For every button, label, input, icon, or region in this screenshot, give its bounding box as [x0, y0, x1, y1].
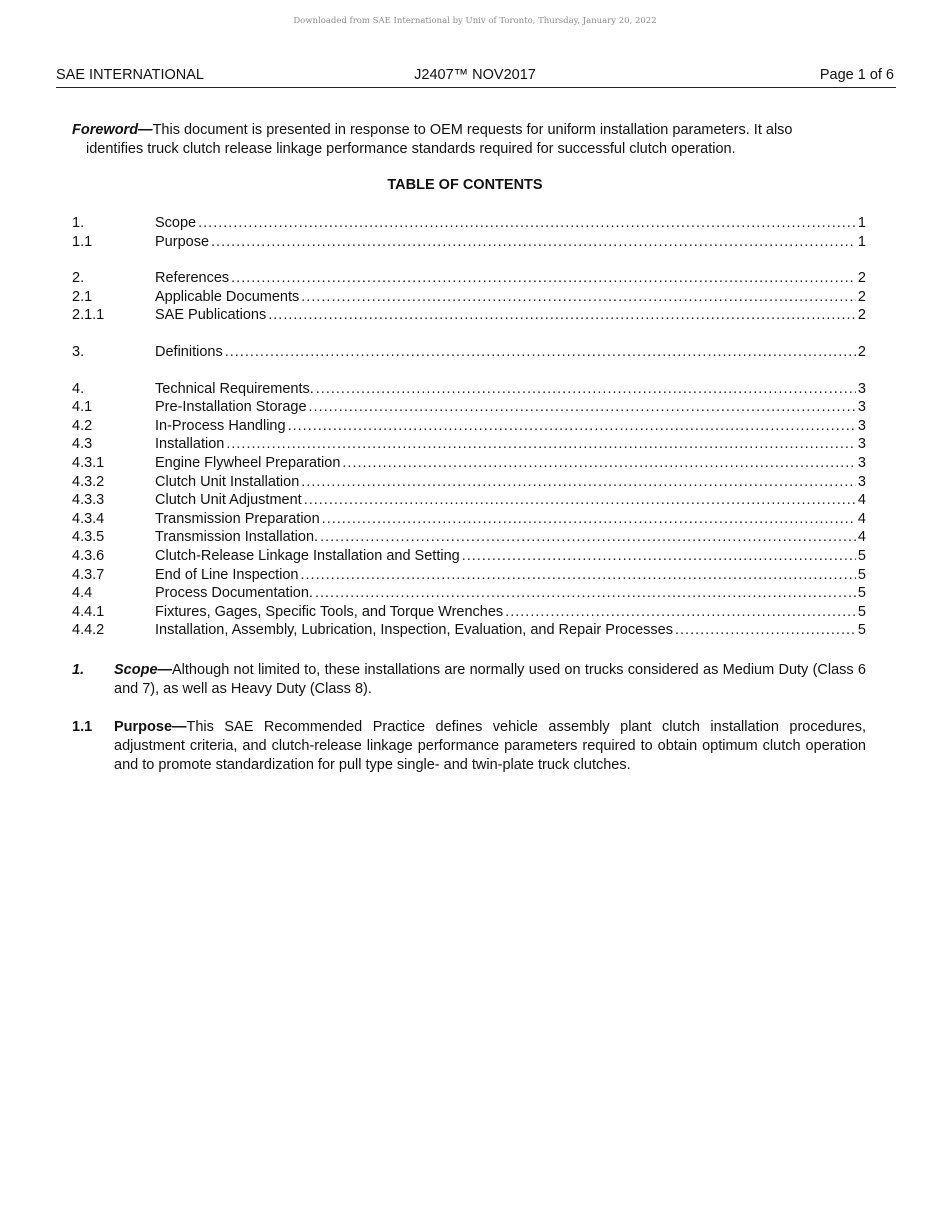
- toc-entry-number: 4.4: [72, 585, 93, 602]
- toc-entry[interactable]: [72, 343, 866, 362]
- section-number: 1.1: [72, 719, 93, 735]
- toc-entry-page: 4: [857, 492, 866, 509]
- toc-leader-dots: [301, 566, 856, 585]
- toc-entry-number: 2.1.1: [72, 307, 105, 324]
- toc-entry-label: Definitions: [155, 343, 223, 360]
- toc-entry[interactable]: [72, 306, 866, 325]
- toc-leader-dots: [225, 343, 856, 362]
- toc-entry-number: 4.3.6: [72, 547, 105, 564]
- toc-entry-page: 3: [857, 454, 866, 471]
- toc-entry-label: Fixtures, Gages, Specific Tools, and Torque Wrenches: [155, 603, 504, 620]
- toc-entry-number: 4.3.7: [72, 566, 105, 583]
- toc-leader-dots: [301, 473, 856, 492]
- toc-entry-number: 3.: [72, 343, 85, 360]
- toc-leader-dots: [342, 454, 856, 473]
- toc-entry-page: 1: [857, 233, 866, 250]
- toc-entry-number: 4.2: [72, 417, 93, 434]
- toc-entry-number: 2.: [72, 270, 85, 287]
- toc-entry-label: Installation: [155, 436, 225, 453]
- header-page-number: Page 1 of 6: [819, 67, 894, 83]
- toc-entry-page: 5: [857, 603, 866, 620]
- section-title: Scope—: [114, 662, 173, 678]
- toc-entry-label: Pre-Installation Storage: [155, 399, 307, 416]
- header-org: SAE INTERNATIONAL: [56, 67, 204, 83]
- toc-entry-page: 2: [857, 307, 866, 324]
- toc-entry-page: 5: [857, 547, 866, 564]
- toc-entry-label: Clutch Unit Adjustment: [155, 492, 302, 509]
- toc-entry-number: 4.1: [72, 399, 93, 416]
- toc-leader-dots: [301, 288, 856, 307]
- foreword-label: Foreword—: [72, 122, 153, 138]
- toc-entry-page: 2: [857, 270, 866, 287]
- toc-entry-number: 1.: [72, 215, 85, 231]
- toc-entry-label: Clutch Unit Installation: [155, 473, 300, 490]
- toc-entry-number: 4.: [72, 380, 85, 397]
- toc-leader-dots: [320, 528, 856, 547]
- toc-entry-label: Transmission Installation.: [155, 529, 319, 546]
- toc-entry[interactable]: [72, 288, 866, 307]
- toc-entry-label: SAE Publications: [155, 307, 267, 324]
- toc-entry[interactable]: [72, 269, 866, 288]
- toc-entry-label: Transmission Preparation: [155, 510, 320, 527]
- toc-entry[interactable]: [72, 473, 866, 492]
- toc-entry-label: Applicable Documents: [155, 288, 300, 305]
- toc-entry[interactable]: [72, 417, 866, 436]
- section-number: 1.: [72, 662, 85, 678]
- toc-title: TABLE OF CONTENTS: [387, 177, 543, 193]
- toc-leader-dots: [675, 621, 856, 640]
- toc-entry-label: In-Process Handling: [155, 417, 286, 434]
- toc-entry-label: Technical Requirements.: [155, 380, 314, 397]
- toc-entry-page: 3: [857, 473, 866, 490]
- toc-entry[interactable]: [72, 214, 866, 233]
- section-purpose: [72, 718, 866, 775]
- section-title: Purpose—: [114, 719, 187, 735]
- toc-entry-number: 4.3.2: [72, 473, 105, 490]
- toc-entry[interactable]: [72, 398, 866, 417]
- toc-leader-dots: [505, 603, 856, 622]
- toc-entry-label: Process Documentation.: [155, 585, 313, 602]
- toc-leader-dots: [322, 510, 856, 529]
- download-watermark: Downloaded from SAE International by Univ of Toronto, Thursday, January 20, 2022: [293, 16, 657, 26]
- toc-leader-dots: [211, 233, 856, 252]
- toc-entry[interactable]: [72, 528, 866, 547]
- toc-entry-label: Clutch-Release Linkage Installation and Setting: [155, 547, 460, 564]
- toc-entry[interactable]: [72, 233, 866, 252]
- toc-entry[interactable]: [72, 547, 866, 566]
- toc-entry-page: 3: [857, 417, 866, 434]
- toc-entry-number: 4.4.1: [72, 603, 105, 620]
- toc-entry-page: 5: [857, 622, 866, 639]
- foreword-line-1: This document is presented in response to OEM requests for uniform installation parameters. It also: [152, 122, 793, 138]
- toc-entry-page: 5: [857, 585, 866, 602]
- toc-entry-page: 3: [857, 380, 866, 397]
- section-text: Although not limited to, these installations are normally used on trucks considered as Medium Duty (Class 6 and 7), as well as Heavy Duty (Class 8).: [114, 662, 866, 697]
- toc-entry[interactable]: [72, 566, 866, 585]
- toc-entry[interactable]: [72, 584, 866, 603]
- toc-entry-number: 4.3.3: [72, 492, 105, 509]
- toc-leader-dots: [268, 306, 856, 325]
- toc-entry[interactable]: [72, 380, 866, 399]
- toc-entry[interactable]: [72, 454, 866, 473]
- toc-entry-page: 4: [857, 510, 866, 527]
- header-doc-id: J2407™ NOV2017: [414, 67, 536, 83]
- toc-leader-dots: [304, 491, 856, 510]
- table-of-contents: [72, 214, 866, 640]
- toc-entry-number: 4.4.2: [72, 622, 105, 639]
- toc-entry[interactable]: [72, 510, 866, 529]
- toc-entry-label: References: [155, 270, 230, 287]
- toc-entry-label: Engine Flywheel Preparation: [155, 454, 341, 471]
- toc-leader-dots: [315, 584, 856, 603]
- toc-leader-dots: [198, 214, 856, 233]
- toc-entry-label: Purpose: [155, 233, 210, 250]
- foreword: [72, 121, 866, 159]
- toc-entry-page: 4: [857, 529, 866, 546]
- toc-entry[interactable]: [72, 603, 866, 622]
- toc-entry-label: Installation, Assembly, Lubrication, Inspection, Evaluation, and Repair Processes: [155, 622, 673, 639]
- section-text: This SAE Recommended Practice defines vehicle assembly plant clutch installation procedures, adjustment criteria, and clutch-release linkage performance parameters required to obtain optimum clutch operation and to promote standardization for pull type single- and twin-plate truck clutches.: [114, 719, 866, 773]
- toc-entry-label: End of Line Inspection: [155, 566, 299, 583]
- toc-leader-dots: [288, 417, 856, 436]
- toc-entry-number: 4.3: [72, 436, 93, 453]
- toc-entry-page: 2: [857, 343, 866, 360]
- toc-entry-page: 3: [857, 436, 866, 453]
- toc-leader-dots: [231, 269, 856, 288]
- toc-entry-label: Scope: [155, 215, 197, 231]
- section-body: [114, 661, 866, 699]
- toc-entry[interactable]: [72, 435, 866, 454]
- toc-leader-dots: [316, 380, 856, 399]
- section-body: [114, 718, 866, 775]
- toc-entry-number: 2.1: [72, 288, 93, 305]
- toc-entry-number: 4.3.5: [72, 529, 105, 546]
- toc-entry-number: 1.1: [72, 233, 93, 250]
- toc-entry-page: 3: [857, 399, 866, 416]
- toc-entry-page: 1: [857, 215, 866, 231]
- toc-entry-number: 4.3.4: [72, 510, 105, 527]
- foreword-line-2: identifies truck clutch release linkage performance standards required for successful clutch operation.: [86, 141, 736, 157]
- toc-leader-dots: [309, 398, 856, 417]
- toc-entry-number: 4.3.1: [72, 454, 105, 471]
- toc-leader-dots: [226, 435, 856, 454]
- toc-entry-page: 2: [857, 288, 866, 305]
- toc-leader-dots: [462, 547, 856, 566]
- page-header: [56, 67, 896, 88]
- toc-entry[interactable]: [72, 491, 866, 510]
- toc-entry[interactable]: [72, 621, 866, 640]
- section-scope: [72, 661, 866, 699]
- toc-entry-page: 5: [857, 566, 866, 583]
